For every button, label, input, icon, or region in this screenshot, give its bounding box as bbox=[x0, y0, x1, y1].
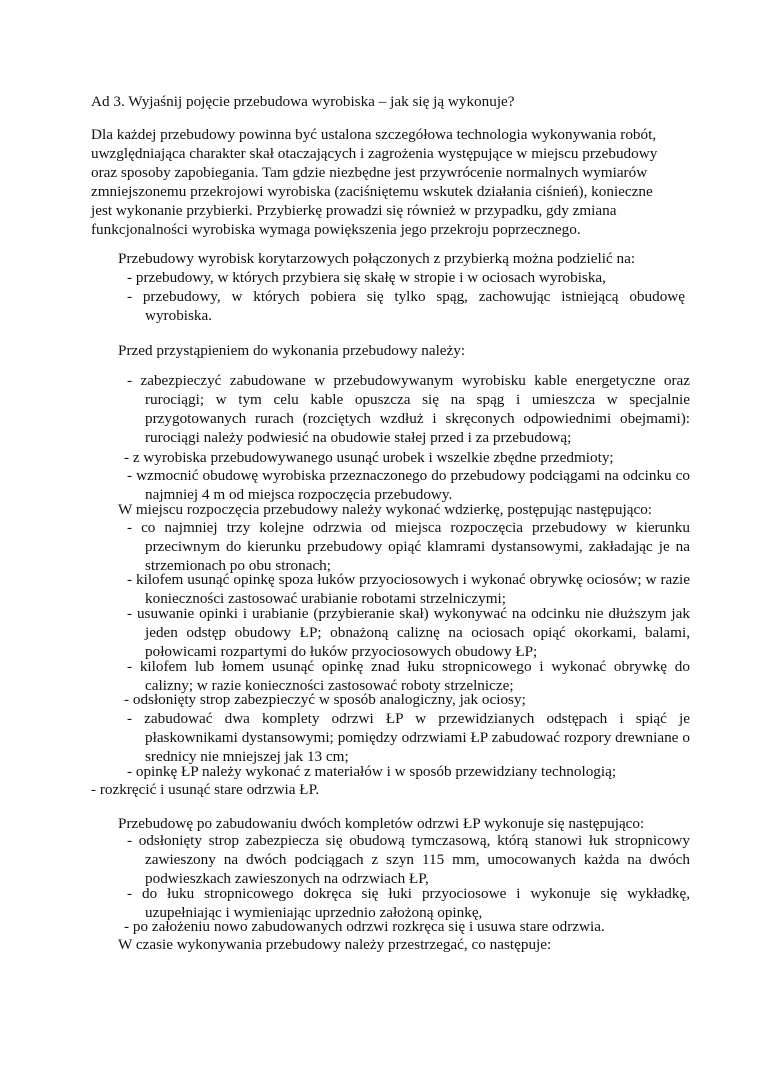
list-item: - odsłonięty strop zabezpieczyć w sposób analogiczny, jak ociosy; bbox=[124, 691, 526, 708]
closing-line: W czasie wykonywania przebudowy należy przestrzegać, co następuje: bbox=[118, 936, 552, 953]
list-item: - opinkę ŁP należy wykonać z materiałów i w sposób przewidziany technologią; bbox=[127, 763, 617, 780]
list-item: - zabezpieczyć zabudowane w przebudowywanym wyrobisku kable energetyczne oraz rurociągi; w tym celu kable opuszcza się na spąg i umieszcza w specjalnie przygotowanych rurach (rozciętych wzdłuż i skręconych odpowiednimi obejmami): rurociągi należy podwiesić na obudowie stałej przed i za przebudową; bbox=[127, 372, 690, 446]
list-item: - do łuku stropnicowego dokręca się łuki przyociosowe i wykonuje się wykładkę, uzupełniając i wymieniając uprzednio założoną opinkę, bbox=[127, 885, 690, 921]
list-item: - usuwanie opinki i urabianie (przybieranie skał) wykonywać na odcinku nie dłuższym jak jeden odstęp obudowy ŁP; obnażoną caliznę na ociosach opiąć okorkami, balami, połowicami rozpartymi do łuków przyociosowych obudowy ŁP; bbox=[127, 605, 690, 660]
list-item: - kilofem usunąć opinkę spoza łuków przyociosowych i wykonać obrywkę ociosów; w razie konieczności zastosować urabianie robotami strzelniczymi; bbox=[127, 571, 690, 607]
page-heading: Ad 3. Wyjaśnij pojęcie przebudowa wyrobiska – jak się ją wykonuje? bbox=[91, 93, 515, 110]
after-intro: Przebudowę po zabudowaniu dwóch kompletów odrzwi ŁP wykonuje się następująco: bbox=[118, 815, 645, 832]
list-item: - rozkręcić i usunąć stare odrzwia ŁP. bbox=[91, 781, 320, 798]
list-item: - po założeniu nowo zabudowanych odrzwi rozkręca się i usuwa stare odrzwia. bbox=[124, 918, 605, 935]
types-intro: Przebudowy wyrobisk korytarzowych połączonych z przybierką można podzielić na: bbox=[118, 250, 636, 267]
list-item: - co najmniej trzy kolejne odrzwia od miejsca rozpoczęcia przebudowy w kierunku przeciwnym do kierunku przebudowy opiąć klamrami dystansowymi, zakładając je na strzemionach po obu stronach; bbox=[127, 519, 690, 574]
list-item: - przebudowy, w których przybiera się skałę w stropie i w ociosach wyrobiska, bbox=[127, 269, 606, 286]
intro-paragraph: Dla każdej przebudowy powinna być ustalona szczegółowa technologia wykonywania robót, uwzględniająca charakter skał otaczających i zagrożenia występujące w miejscu przebudowy oraz sposoby zapobiegania. Tam gdzie niezbędne jest przywrócenie normalnych wymiarów zmniejszonemu przekrojowi wyrobiska (zaciśniętemu wskutek działania ciśnień), konieczne jest wykonanie przybierki. Przybierkę prowadzi się również w przypadku, gdy zmiana funkcjonalności wyrobiska wymaga powiększenia jego przekroju poprzecznego. bbox=[91, 126, 658, 238]
list-item: - kilofem lub łomem usunąć opinkę znad łuku stropnicowego i wykonać obrywkę do calizny; w razie konieczności zastosować roboty strzelnicze; bbox=[127, 658, 690, 694]
list-item: - wzmocnić obudowę wyrobiska przeznaczonego do przebudowy podciągami na odcinku co najmniej 4 m od miejsca rozpoczęcia przebudowy. bbox=[127, 467, 690, 503]
list-item: - zabudować dwa komplety odrzwi ŁP w przewidzianych odstępach i spiąć je płaskownikami dystansowymi; pomiędzy odrzwiami ŁP zabudować rozpory drewniane o srednicy nie mniejszej jak 13 cm; bbox=[127, 710, 690, 765]
list-item: - odsłonięty strop zabezpiecza się obudową tymczasową, którą stanowi łuk stropnicowy zawieszony na dwóch podciągach z szyn 115 mm, umocowanych każda na dwóch podwieszkach zawieszonych na odrzwiach ŁP, bbox=[127, 832, 690, 887]
before-intro: Przed przystąpieniem do wykonania przebudowy należy: bbox=[118, 342, 466, 359]
list-item: - z wyrobiska przebudowywanego usunąć urobek i wszelkie zbędne przedmioty; bbox=[124, 449, 614, 466]
list-item: - przebudowy, w których pobiera się tylko spąg, zachowując istniejącą obudowę wyrobiska. bbox=[127, 288, 685, 324]
start-intro: W miejscu rozpoczęcia przebudowy należy wykonać wdzierkę, postępując następująco: bbox=[118, 501, 653, 518]
